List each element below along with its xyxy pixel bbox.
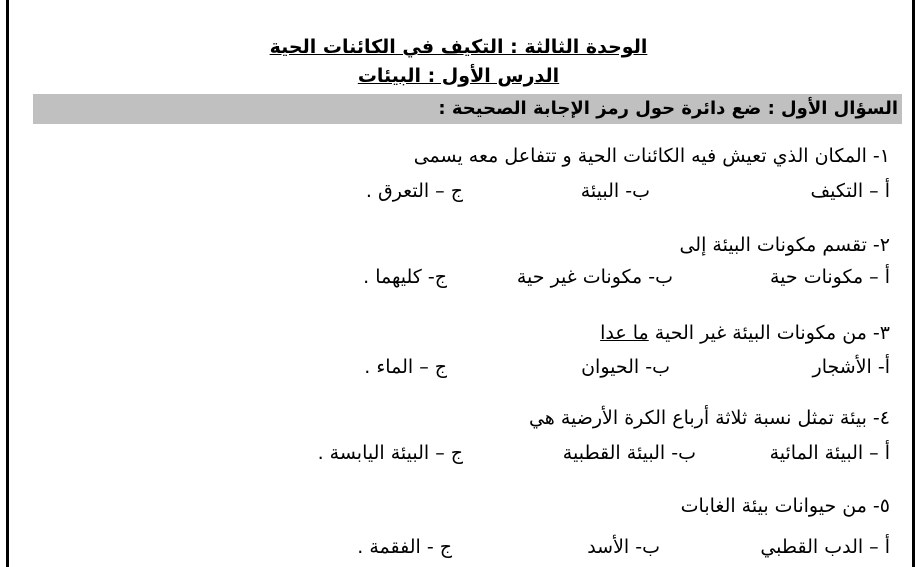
question-5-option-b[interactable]: ب- الأسد bbox=[587, 536, 660, 558]
question-4-option-b[interactable]: ب- البيئة القطبية bbox=[562, 442, 696, 464]
question-1-option-c[interactable]: ج – التعرق . bbox=[365, 180, 463, 202]
question-1-option-b[interactable]: ب- البيئة bbox=[580, 180, 650, 202]
question-3-emphasis: ما عدا bbox=[600, 322, 649, 344]
question-2-option-c[interactable]: ج- كليهما . bbox=[363, 266, 447, 288]
question-3-stem bbox=[600, 320, 890, 346]
question-4-option-a[interactable]: أ – البيئة المائية bbox=[769, 442, 890, 464]
question-4-option-c[interactable]: ج – البيئة اليابسة . bbox=[317, 442, 463, 464]
question-5-stem: ٥- من حيوانات بيئة الغابات bbox=[680, 495, 890, 517]
question-3-option-b[interactable]: ب- الحيوان bbox=[581, 356, 670, 378]
question-5-option-a[interactable]: أ – الدب القطبي bbox=[760, 536, 890, 558]
question-heading: السؤال الأول : ضع دائرة حول رمز الإجابة الصحيحة : bbox=[438, 98, 898, 119]
question-3-stem-text: ٣- من مكونات البيئة غير الحية bbox=[648, 322, 890, 344]
question-2-option-b[interactable]: ب- مكونات غير حية bbox=[516, 266, 673, 288]
question-2-stem: ٢- تقسم مكونات البيئة إلى bbox=[679, 234, 890, 256]
question-3-option-a[interactable]: أ- الأشجار bbox=[812, 356, 890, 378]
question-1-option-a[interactable]: أ – التكيف bbox=[810, 180, 890, 202]
page-header bbox=[0, 33, 917, 91]
unit-title: الوحدة الثالثة : التكيف في الكائنات الحية bbox=[269, 36, 648, 58]
lesson-title: الدرس الأول : البيئات bbox=[357, 65, 560, 87]
question-3-option-c[interactable]: ج – الماء . bbox=[364, 356, 447, 378]
question-2-option-a[interactable]: أ – مكونات حية bbox=[769, 266, 890, 288]
question-1-stem: ١- المكان الذي تعيش فيه الكائنات الحية و تتفاعل معه يسمى bbox=[413, 145, 890, 167]
question-4-stem: ٤- بيئة تمثل نسبة ثلاثة أرباع الكرة الأرضية هي bbox=[528, 407, 890, 429]
question-5-option-c[interactable]: ج - الفقمة . bbox=[357, 536, 452, 558]
